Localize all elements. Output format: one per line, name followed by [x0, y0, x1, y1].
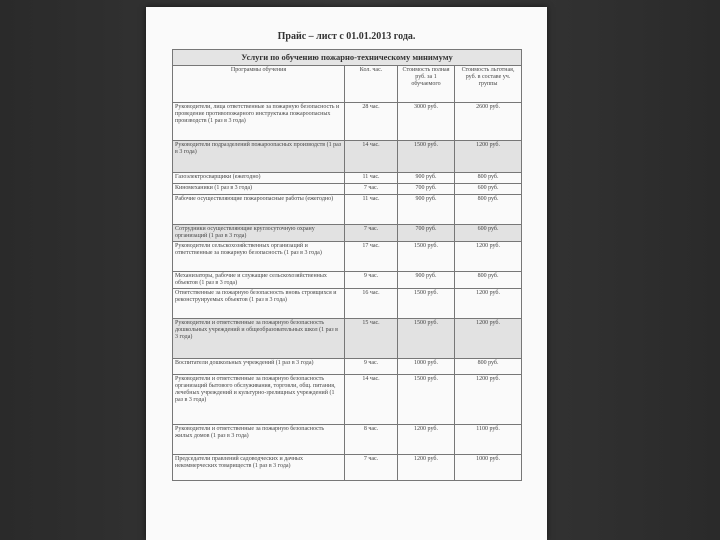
- cell-group-price: 1200 руб.: [455, 289, 522, 319]
- cell-full-price: 1200 руб.: [398, 455, 455, 481]
- cell-group-price: 1200 руб.: [455, 242, 522, 272]
- cell-full-price: 3000 руб.: [398, 103, 455, 141]
- cell-program: Председатели правлений садоводческих и дачных некоммерческих товариществ (1 раз в 3 года): [173, 455, 345, 481]
- cell-full-price: 700 руб.: [398, 225, 455, 242]
- cell-hours: 7 час.: [345, 225, 398, 242]
- table-row: [173, 103, 522, 141]
- table-row: [173, 455, 522, 481]
- table-row: [173, 319, 522, 359]
- cell-hours: 7 час.: [345, 455, 398, 481]
- cell-group-price: 1000 руб.: [455, 455, 522, 481]
- cell-program: Руководители подразделений пожароопасных производств (1 раз в 3 года): [173, 141, 345, 173]
- cell-full-price: 900 руб.: [398, 173, 455, 184]
- cell-group-price: 600 руб.: [455, 184, 522, 195]
- cell-program: Воспитатели дошкольных учреждений (1 раз в 3 года): [173, 359, 345, 375]
- table-row: [173, 359, 522, 375]
- cell-program: Механизаторы, рабочие и служащие сельскохозяйственных объектов (1 раз в 3 года): [173, 272, 345, 289]
- table-row: [173, 425, 522, 455]
- cell-program: Руководители и ответственные за пожарную безопасность дошкольных учреждений и общеобразовательных школ (1 раз в 3 года): [173, 319, 345, 359]
- table-heading: Услуги по обучению пожарно-техническому минимуму: [173, 50, 522, 66]
- cell-hours: 11 час.: [345, 195, 398, 225]
- cell-program: Руководители и ответственные за пожарную безопасность жилых домов (1 раз в 3 года): [173, 425, 345, 455]
- table-row: [173, 375, 522, 425]
- cell-hours: 9 час.: [345, 272, 398, 289]
- cell-full-price: 700 руб.: [398, 184, 455, 195]
- cell-program: Руководители и ответственные за пожарную безопасность организаций бытового обслуживания, торговли, общ. питания, лечебных учреждений и культурно-зрелищных учреждений (1 раз в 3 года): [173, 375, 345, 425]
- cell-hours: 14 час.: [345, 141, 398, 173]
- column-header-full-price: Стоимость полная руб. за 1 обучаемого: [398, 66, 455, 103]
- table-row: [173, 173, 522, 184]
- cell-full-price: 1500 руб.: [398, 141, 455, 173]
- cell-group-price: 800 руб.: [455, 272, 522, 289]
- cell-group-price: 800 руб.: [455, 173, 522, 184]
- cell-program: Газоэлектросварщики (ежегодно): [173, 173, 345, 184]
- cell-hours: 14 час.: [345, 375, 398, 425]
- cell-full-price: 900 руб.: [398, 195, 455, 225]
- table-row: [173, 225, 522, 242]
- cell-hours: 28 час.: [345, 103, 398, 141]
- cell-program: Киномеханики (1 раз в 3 года): [173, 184, 345, 195]
- cell-full-price: 1000 руб.: [398, 359, 455, 375]
- table-row: [173, 184, 522, 195]
- cell-program: Руководители, лица ответственные за пожарную безопасность и проведение противопожарного инструктажа пожароопасных производств (1 раз в 3 года): [173, 103, 345, 141]
- cell-full-price: 1500 руб.: [398, 319, 455, 359]
- cell-hours: 9 час.: [345, 359, 398, 375]
- column-header-program: Программы обучения: [173, 66, 345, 103]
- services-price-table: [172, 49, 522, 481]
- table-header-row: [173, 66, 522, 103]
- table-row: [173, 195, 522, 225]
- cell-hours: 15 час.: [345, 319, 398, 359]
- price-list-title: Прайс – лист с 01.01.2013 года.: [277, 31, 416, 42]
- cell-program: Сотрудники осуществляющие круглосуточную охрану организаций (1 раз в 3 года): [173, 225, 345, 242]
- cell-hours: 7 час.: [345, 184, 398, 195]
- cell-group-price: 1200 руб.: [455, 319, 522, 359]
- cell-hours: 17 час.: [345, 242, 398, 272]
- cell-program: Ответственные за пожарную безопасность вновь строящихся и реконструируемых объектов (1 раз в 3 года): [173, 289, 345, 319]
- cell-hours: 11 час.: [345, 173, 398, 184]
- cell-group-price: 800 руб.: [455, 195, 522, 225]
- cell-full-price: 1500 руб.: [398, 242, 455, 272]
- cell-full-price: 1500 руб.: [398, 375, 455, 425]
- cell-group-price: 600 руб.: [455, 225, 522, 242]
- column-header-hours: Кол. час.: [345, 66, 398, 103]
- cell-group-price: 1200 руб.: [455, 375, 522, 425]
- column-header-group-price: Стоимость льготная, руб. в составе уч. группы: [455, 66, 522, 103]
- scanned-price-list-page: [146, 7, 547, 540]
- cell-group-price: 1200 руб.: [455, 141, 522, 173]
- table-row: [173, 289, 522, 319]
- cell-hours: 16 час.: [345, 289, 398, 319]
- table-row: [173, 141, 522, 173]
- cell-program: Рабочие осуществляющие пожароопасные работы (ежегодно): [173, 195, 345, 225]
- cell-full-price: 1500 руб.: [398, 289, 455, 319]
- cell-full-price: 1200 руб.: [398, 425, 455, 455]
- cell-hours: 8 час.: [345, 425, 398, 455]
- cell-full-price: 900 руб.: [398, 272, 455, 289]
- table-row: [173, 242, 522, 272]
- cell-group-price: 1100 руб.: [455, 425, 522, 455]
- cell-group-price: 800 руб.: [455, 359, 522, 375]
- table-row: [173, 272, 522, 289]
- cell-program: Руководители сельскохозяйственных организаций и ответственные за пожарную безопасность (1 раз в 3 года): [173, 242, 345, 272]
- cell-group-price: 2600 руб.: [455, 103, 522, 141]
